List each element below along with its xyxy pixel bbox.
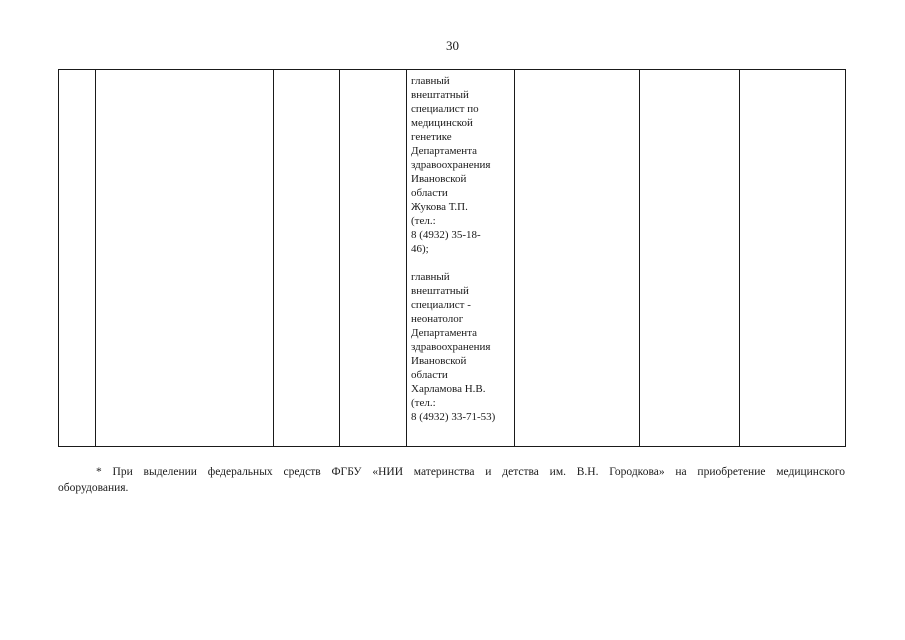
contact1-line: здравоохранения xyxy=(411,159,491,171)
table-cell-col7 xyxy=(640,70,740,447)
contact1-line: генетике xyxy=(411,131,452,143)
table-cell-col3 xyxy=(274,70,340,447)
contact2-line: неонатолог xyxy=(411,313,464,325)
contact2-name: Харламова Н.В. xyxy=(411,383,486,395)
contact1-line: (тел.: xyxy=(411,215,436,227)
table-cell-responsible-contacts xyxy=(407,70,515,447)
contact1-line: главный xyxy=(411,75,450,87)
table-cell-col1 xyxy=(59,70,96,447)
contacts-text xyxy=(407,70,514,424)
contact1-line: Ивановской xyxy=(411,173,467,185)
contact1-line: медицинской xyxy=(411,117,473,129)
contact1-phone: 46); xyxy=(411,243,429,255)
contact2-line: области xyxy=(411,369,448,381)
table-cell-col4 xyxy=(340,70,407,447)
contact2-line: (тел.: xyxy=(411,397,436,409)
table-cell-col6 xyxy=(515,70,640,447)
page-number: 30 xyxy=(446,38,459,53)
table-cell-col8 xyxy=(740,70,846,447)
contact1-name: Жукова Т.П. xyxy=(411,201,468,213)
contact2-line: Ивановской xyxy=(411,355,467,367)
contact2-line: главный xyxy=(411,271,450,283)
contact2-line: здравоохранения xyxy=(411,341,491,353)
paragraph-gap xyxy=(411,256,511,270)
contact1-line: области xyxy=(411,187,448,199)
table-cell-col2 xyxy=(96,70,274,447)
contact2-phone: 8 (4932) 33-71-53) xyxy=(411,411,496,423)
contact2-line: Департамента xyxy=(411,327,478,339)
contact1-line: специалист по xyxy=(411,103,479,115)
contact2-line: специалист - xyxy=(411,299,471,311)
contact1-line: Департамента xyxy=(411,145,478,157)
table-row xyxy=(59,70,846,447)
contact2-line: внештатный xyxy=(411,285,469,297)
footnote-line-2: оборудования. xyxy=(58,482,129,494)
contact1-line: внештатный xyxy=(411,89,469,101)
footnote-line-1: * При выделении федеральных средств ФГБУ «НИИ материнства и детства им. В.Н. Городкова» на приобретение медицинского xyxy=(96,466,845,478)
document-table xyxy=(58,69,846,447)
contact1-phone: 8 (4932) 35-18- xyxy=(411,229,481,241)
footnote xyxy=(58,464,845,496)
